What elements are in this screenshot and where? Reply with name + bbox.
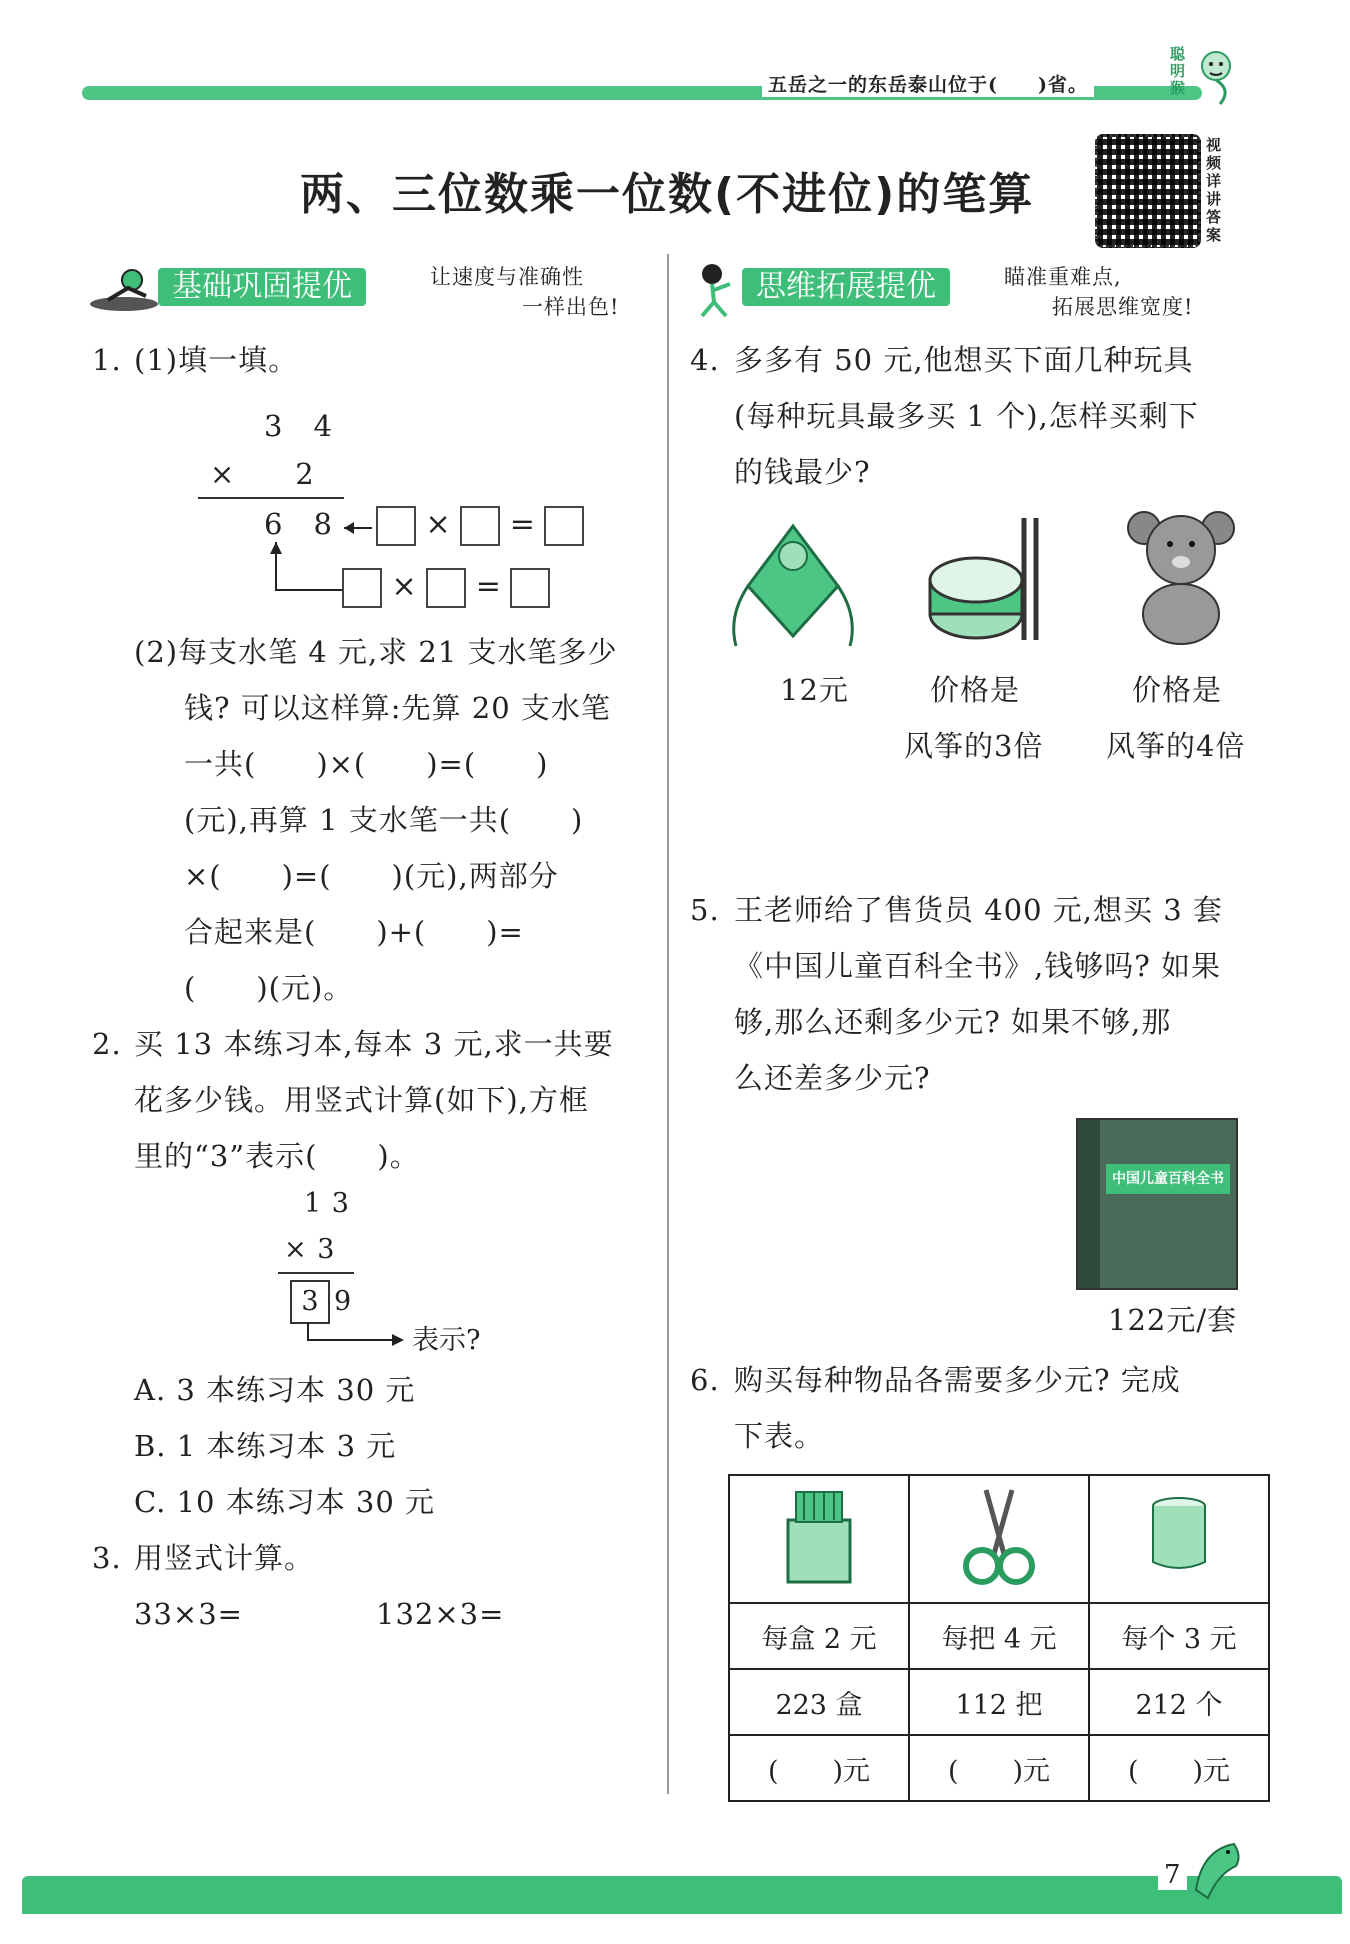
q2-arrow <box>300 1322 410 1352</box>
dolphin-icon <box>1188 1836 1248 1906</box>
page-number: 7 <box>1158 1860 1187 1890</box>
q1-box-eq-2 <box>342 568 550 608</box>
q6-line: 下表。 <box>734 1419 825 1453</box>
book-price: 122元/套 <box>1108 1303 1238 1337</box>
table-cell: 212 个 <box>1089 1669 1269 1735</box>
q1-vertical-result: 6 8 <box>264 507 333 541</box>
q3-text: 用竖式计算。 <box>134 1541 315 1575</box>
table-row <box>729 1603 1269 1669</box>
q2-option-b[interactable]: B. 1 本练习本 3 元 <box>134 1429 397 1463</box>
q2-number: 2. <box>92 1027 122 1061</box>
monkey-icon <box>1194 46 1240 108</box>
q1-vertical-mult: × 2 <box>210 457 315 491</box>
answer-box[interactable] <box>510 568 550 608</box>
table-row <box>729 1735 1269 1801</box>
q1-part1: (1)填一填。 <box>134 343 299 377</box>
answer-box[interactable] <box>342 568 382 608</box>
q1-part2-line[interactable]: ×( )=( )(元),两部分 <box>184 859 559 893</box>
drum-price-2: 风筝的3倍 <box>904 729 1044 763</box>
q3-item[interactable]: 132×3= <box>376 1597 505 1631</box>
page-title: 两、三位数乘一位数(不进位)的笔算 <box>300 169 1035 220</box>
section-extension-note-2: 拓展思维宽度! <box>1052 295 1194 319</box>
q2-vertical-mult: × 3 <box>284 1234 336 1265</box>
q2-boxed-digit: 3 <box>290 1280 330 1324</box>
q1-part2-line[interactable]: 一共( )×( )=( ) <box>184 747 549 781</box>
brand-mark: 聪明猴 <box>1170 45 1186 97</box>
q1-part2-line[interactable]: 合起来是( )+( )= <box>184 915 524 949</box>
q2-option-c[interactable]: C. 10 本练习本 30 元 <box>134 1485 436 1519</box>
table-cell: 每把 4 元 <box>909 1603 1089 1669</box>
table-cell: 每个 3 元 <box>1089 1603 1269 1669</box>
q5-number: 5. <box>690 893 720 927</box>
answer-box[interactable] <box>426 568 466 608</box>
cup-icon <box>1134 1484 1224 1588</box>
table-row <box>729 1475 1269 1603</box>
q2-line: 花多少钱。用竖式计算(如下),方框 <box>134 1083 589 1117</box>
qr-label: 视频详讲答案 <box>1206 136 1222 244</box>
section-extension-note-1: 瞄准重难点, <box>1004 265 1122 289</box>
q4-line: (每种玩具最多买 1 个),怎样买剩下 <box>734 399 1199 433</box>
q2-vertical-rest: 9 <box>334 1286 352 1317</box>
kite-price: 12元 <box>780 673 849 707</box>
q2-vertical-top: 1 3 <box>304 1188 350 1219</box>
q2-vertical-line <box>278 1272 354 1274</box>
answer-cell[interactable]: ( )元 <box>729 1735 909 1801</box>
q5-line: 够,那么还剩多少元? 如果不够,那 <box>734 1005 1172 1039</box>
q1-part2-line: (2)每支水笔 4 元,求 21 支水笔多少 <box>134 635 618 669</box>
answer-box[interactable] <box>376 506 416 546</box>
q1-box-eq-1 <box>376 506 584 546</box>
equals-sign: = <box>475 569 501 604</box>
table-cell <box>729 1475 909 1603</box>
answer-box[interactable] <box>544 506 584 546</box>
q1-vertical-top: 3 4 <box>264 409 333 443</box>
answer-box[interactable] <box>460 506 500 546</box>
q1-number: 1. <box>92 343 122 377</box>
qr-code-icon[interactable] <box>1095 134 1201 248</box>
q2-arrow-label: 表示? <box>412 1325 481 1356</box>
section-extension-label: 思维拓展提优 <box>742 268 950 306</box>
q2-option-a[interactable]: A. 3 本练习本 30 元 <box>134 1373 416 1407</box>
header-trivia: 五岳之一的东岳泰山位于( )省。 <box>762 70 1094 97</box>
q1-part2-line[interactable]: (元),再算 1 支水笔一共( ) <box>184 803 584 837</box>
q1-part2-line: 钱? 可以这样算:先算 20 支水笔 <box>184 691 611 725</box>
q2-line[interactable]: 里的“3”表示( )。 <box>134 1139 420 1173</box>
q2-line: 买 13 本练习本,每本 3 元,求一共要 <box>134 1027 614 1061</box>
answer-cell[interactable]: ( )元 <box>909 1735 1089 1801</box>
table-cell: 每盒 2 元 <box>729 1603 909 1669</box>
equals-sign: = <box>509 507 535 542</box>
table-row <box>729 1669 1269 1735</box>
section-basic-label: 基础巩固提优 <box>158 268 366 306</box>
q4-line: 的钱最少? <box>734 455 871 489</box>
q5-line: 么还差多少元? <box>734 1061 931 1095</box>
book-spines <box>1078 1120 1100 1288</box>
q4-line: 多多有 50 元,他想买下面几种玩具 <box>734 343 1194 377</box>
skateboard-kid-icon <box>88 266 160 314</box>
table-cell: 223 盒 <box>729 1669 909 1735</box>
times-sign: × <box>425 507 451 542</box>
running-girl-icon <box>690 262 740 318</box>
section-basic-note-2: 一样出色! <box>522 295 620 319</box>
q6-number: 6. <box>690 1363 720 1397</box>
bear-price-1: 价格是 <box>1132 673 1223 707</box>
scissors-icon <box>954 1484 1044 1588</box>
column-divider <box>667 254 669 1794</box>
kite-icon <box>718 516 868 656</box>
table-cell <box>1089 1475 1269 1603</box>
q3-number: 3. <box>92 1541 122 1575</box>
times-sign: × <box>391 569 417 604</box>
table-cell <box>909 1475 1089 1603</box>
pen-box-icon <box>774 1484 864 1588</box>
price-table <box>728 1474 1270 1802</box>
table-cell: 112 把 <box>909 1669 1089 1735</box>
q6-line: 购买每种物品各需要多少元? 完成 <box>734 1363 1181 1397</box>
drum-icon <box>926 514 1046 646</box>
section-basic-note-1: 让速度与准确性 <box>430 265 584 289</box>
answer-cell[interactable]: ( )元 <box>1089 1735 1269 1801</box>
q1-part2-line[interactable]: ( )(元)。 <box>184 971 354 1005</box>
footer-bar <box>22 1876 1342 1914</box>
drum-price-1: 价格是 <box>930 673 1021 707</box>
q4-number: 4. <box>690 343 720 377</box>
q5-line: 《中国儿童百科全书》,钱够吗? 如果 <box>734 949 1221 983</box>
teddy-bear-icon <box>1122 506 1240 646</box>
book-cover-title: 中国儿童百科全书 <box>1106 1164 1230 1194</box>
q3-item[interactable]: 33×3= <box>134 1597 243 1631</box>
bear-price-2: 风筝的4倍 <box>1106 729 1246 763</box>
q5-line: 王老师给了售货员 400 元,想买 3 套 <box>734 893 1223 927</box>
encyclopedia-box-icon <box>1076 1118 1238 1290</box>
